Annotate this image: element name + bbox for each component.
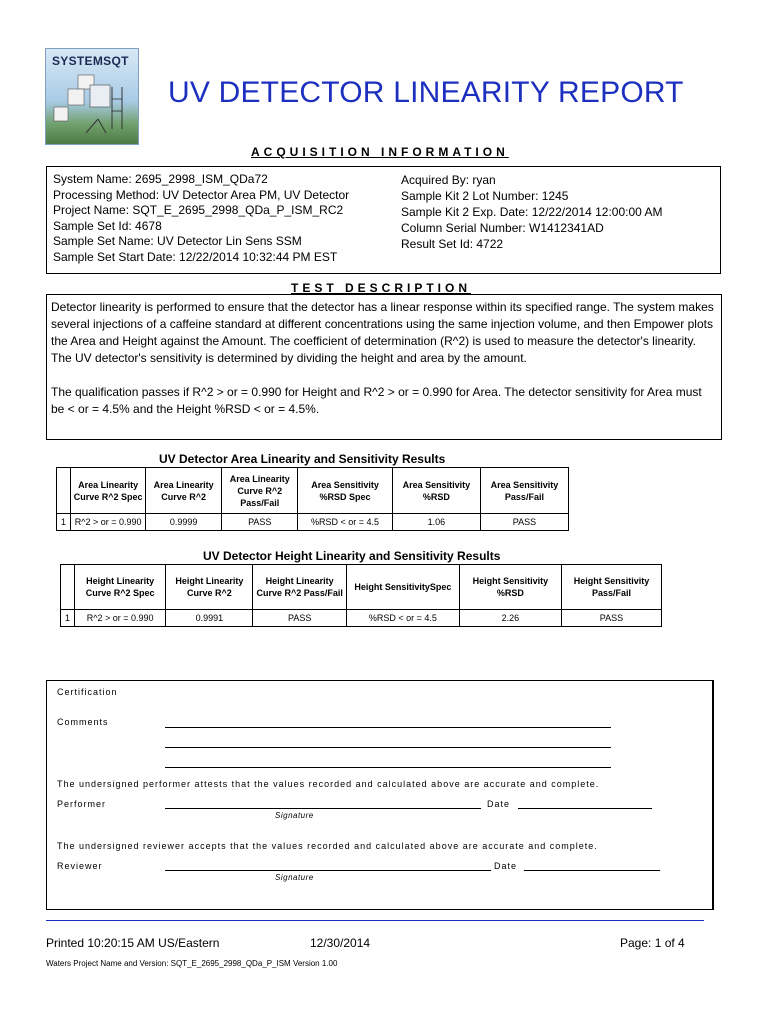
height-table-title: UV Detector Height Linearity and Sensitivity Results	[203, 549, 501, 563]
table-cell: 1	[57, 514, 71, 531]
table-header-cell: Area Linearity Curve R^2 Spec	[71, 468, 146, 514]
footer-rule	[46, 920, 704, 921]
table-cell: 0.9999	[146, 514, 222, 531]
column-serial-number: Column Serial Number: W1412341AD	[401, 221, 604, 235]
systemsqt-logo	[45, 48, 139, 145]
project-name: Project Name: SQT_E_2695_2998_QDa_P_ISM_RC2	[53, 203, 344, 218]
performer-date-line[interactable]	[518, 808, 652, 809]
table-header-cell: Height Linearity Curve R^2	[166, 565, 253, 610]
table-cell: 2.26	[459, 610, 561, 627]
reviewer-signature-line[interactable]	[165, 870, 491, 871]
certification-box	[46, 680, 714, 910]
comments-line[interactable]	[165, 767, 611, 768]
comments-label: Comments	[57, 717, 109, 727]
processing-method: Processing Method: UV Detector Area PM, UV Detector	[53, 187, 350, 202]
table-header-cell: Area Sensitivity Pass/Fail	[480, 468, 568, 514]
table-header-cell: Height Sensitivity Pass/Fail	[561, 565, 661, 610]
logo-text: SYSTEMSQT	[52, 54, 129, 68]
certification-heading: Certification	[57, 687, 118, 697]
table-header-cell	[57, 468, 71, 514]
table-header-cell: Area Linearity Curve R^2	[146, 468, 222, 514]
printed-timestamp: Printed 10:20:15 AM US/Eastern	[46, 936, 220, 950]
performer-label: Performer	[57, 799, 107, 809]
comments-line[interactable]	[165, 727, 611, 728]
printed-date: 12/30/2014	[310, 936, 371, 950]
qualification-criteria-paragraph: The qualification passes if R^2 > or = 0.990 for Height and R^2 > or = 0.990 for Area. The detector sensitivity for Area must be < or = 4.5% and the Height %RSD < or = 4.5%.	[51, 385, 702, 416]
comments-line[interactable]	[165, 747, 611, 748]
performer-signature-label: Signature	[275, 811, 314, 820]
reviewer-date-line[interactable]	[524, 870, 660, 871]
performer-statement: The undersigned performer attests that the values recorded and calculated above are accurate and complete.	[57, 779, 600, 789]
table-header-cell: Height Sensitivity %RSD	[459, 565, 561, 610]
performer-signature-line[interactable]	[165, 808, 481, 809]
sample-set-name: Sample Set Name: UV Detector Lin Sens SSM	[53, 234, 302, 249]
table-cell: 1.06	[392, 514, 480, 531]
test-description-text	[51, 299, 715, 418]
table-cell: R^2 > or = 0.990	[71, 514, 146, 531]
acquisition-heading: ACQUISITION INFORMATION	[251, 145, 509, 159]
acquisition-right-column	[401, 172, 663, 252]
page-number: Page: 1 of 4	[620, 936, 685, 950]
table-cell: R^2 > or = 0.990	[74, 610, 165, 627]
table-cell: %RSD < or = 4.5	[346, 610, 459, 627]
sample-set-start-date: Sample Set Start Date: 12/22/2014 10:32:44 PM EST	[53, 249, 338, 264]
area-results-table	[56, 467, 569, 531]
sample-set-id: Sample Set Id: 4678	[53, 218, 162, 233]
reviewer-signature-label: Signature	[275, 873, 314, 882]
result-set-id: Result Set Id: 4722	[401, 237, 504, 251]
sample-kit-exp-date: Sample Kit 2 Exp. Date: 12/22/2014 12:00:00 AM	[401, 205, 663, 219]
table-header-cell: Area Sensitivity %RSD	[392, 468, 480, 514]
report-title: UV DETECTOR LINEARITY REPORT	[168, 76, 684, 109]
table-header-cell: Area Sensitivity %RSD Spec	[298, 468, 393, 514]
table-cell: %RSD < or = 4.5	[298, 514, 393, 531]
table-header-row	[57, 468, 569, 514]
table-header-cell	[61, 565, 75, 610]
table-cell: 1	[61, 610, 75, 627]
acquisition-left-column	[53, 172, 349, 266]
table-header-cell: Height Linearity Curve R^2 Pass/Fail	[253, 565, 347, 610]
sample-kit-lot-number: Sample Kit 2 Lot Number: 1245	[401, 189, 569, 203]
table-header-cell: Area Linearity Curve R^2 Pass/Fail	[222, 468, 298, 514]
table-cell: PASS	[222, 514, 298, 531]
table-cell: 0.9991	[166, 610, 253, 627]
table-header-cell: Height SensitivitySpec	[346, 565, 459, 610]
logo-graphic	[46, 49, 138, 144]
reviewer-statement: The undersigned reviewer accepts that the values recorded and calculated above are accurate and complete.	[57, 841, 598, 851]
height-results-table	[60, 564, 662, 627]
table-row	[57, 514, 569, 531]
area-table-title: UV Detector Area Linearity and Sensitivity Results	[159, 452, 446, 466]
performer-date-label: Date	[487, 799, 511, 809]
acquisition-box	[46, 166, 721, 274]
table-cell: PASS	[253, 610, 347, 627]
table-row	[61, 610, 662, 627]
system-name: System Name: 2695_2998_ISM_QDa72	[53, 172, 268, 186]
table-header-cell: Height Linearity Curve R^2 Spec	[74, 565, 165, 610]
reviewer-date-label: Date	[494, 861, 518, 871]
test-description-box	[46, 294, 722, 440]
table-cell: PASS	[561, 610, 661, 627]
test-description-heading: TEST DESCRIPTION	[291, 281, 472, 295]
table-cell: PASS	[480, 514, 568, 531]
acquired-by: Acquired By: ryan	[401, 173, 496, 187]
description-paragraph: Detector linearity is performed to ensure that the detector has a linear response within its specified range. The system makes several injections of a caffeine standard at different concentrations using the same injection volume, and then Empower plots the Area and Height against the Amount. The coefficient of determination (R^2) is used to measure the detector's linearity. The UV detector's sensitivity is determined by dividing the height and area by the amount.	[51, 300, 714, 365]
reviewer-label: Reviewer	[57, 861, 103, 871]
table-header-row	[61, 565, 662, 610]
project-version: Waters Project Name and Version: SQT_E_2695_2998_QDa_P_ISM Version 1.00	[46, 959, 338, 968]
